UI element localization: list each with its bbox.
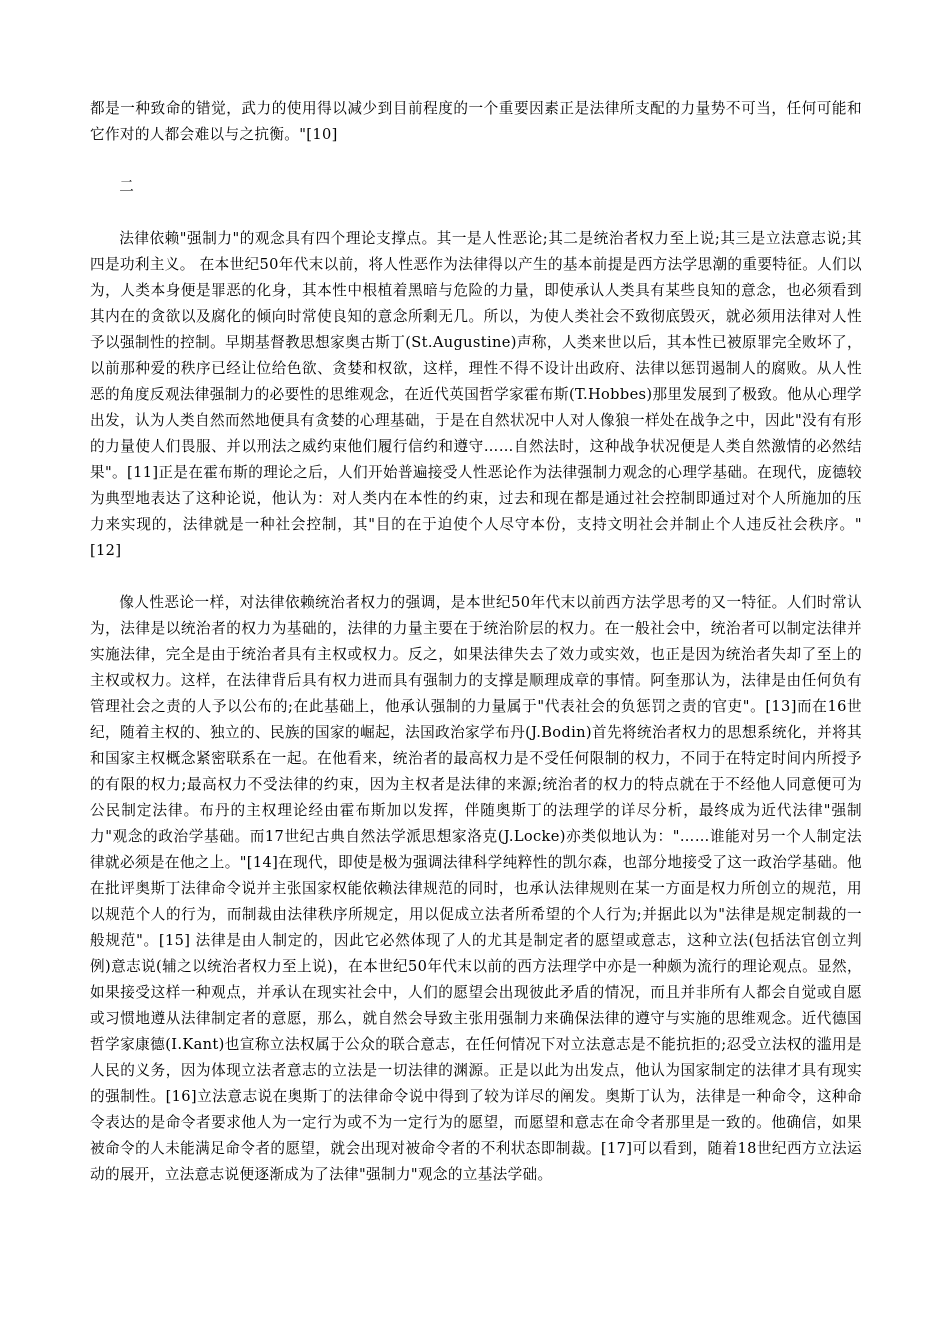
intro-paragraph: 都是一种致命的错觉，武力的使用得以减少到目前程度的一个重要因素正是法律所支配的力量势不可当，任何可能和它作对的人都会难以与之抗衡。"[10] xyxy=(90,100,862,143)
document-page xyxy=(90,96,862,1188)
section-heading: 二 xyxy=(119,178,135,195)
paragraph-gap xyxy=(90,200,862,226)
paragraph-gap xyxy=(90,148,862,174)
body-paragraph-2: 像人性恶论一样，对法律依赖统治者权力的强调，是本世纪50年代末以前西方法学思考的又一特征。人们时常认为，法律是以统治者的权力为基础的，法律的力量主要在于统治阶层的权力。在一般社会中，统治者可以制定法律并实施法律，完全是由于统治者具有主权或权力。反之，如果法律失去了效力或实效，也正是因为统治者失却了至上的主权或权力。这样，在法律背后具有权力进而具有强制力的支撑是顺理成章的事情。阿奎那认为，法律是由任何负有管理社会之责的人予以公布的;在此基础上，他承认强制的力量属于"代表社会的负惩罚之责的官吏"。[13]而在16世纪，随着主权的、独立的、民族的国家的崛起，法国政治家学布丹(J.Bodin)首先将统治者权力的思想系统化，并将其和国家主权概念紧密联系在一起。在他看来，统治者的最高权力是不受任何限制的权力，不同于在特定时间内所授予的有限的权力;最高权力不受法律的约束，因为主权者是法律的来源;统治者的权力的特点就在于不经他人同意便可为公民制定法律。布丹的主权理论经由霍布斯加以发挥，伴随奥斯丁的法理学的详尽分析，最终成为近代法律"强制力"观念的政治学基础。而17世纪古典自然法学派思想家洛克(J.Locke)亦类似地认为："……谁能对另一个人制定法律就必须是在他之上。"[14]在现代，即使是极为强调法律科学纯粹性的凯尔森，也部分地接受了这一政治学基础。他在批评奥斯丁法律命令说并主张国家权能依赖法律规范的同时，也承认法律规则在某一方面是权力所创立的规范，用以规范个人的行为，而制裁由法律秩序所规定，用以促成立法者所希望的个人行为;并据此以为"法律是规定制裁的一般规范"。[15] 法律是由人制定的，因此它必然体现了人的尤其是制定者的愿望或意志，这种立法(包括法官创立判例)意志说(辅之以统治者权力至上说)，在本世纪50年代末以前的西方法理学中亦是一种颇为流行的理论观点。显然，如果接受这样一种观点，并承认在现实社会中，人们的愿望会出现彼此矛盾的情况，而且并非所有人都会自觉或自愿或习惯地遵从法律制定者的意愿，那么，就自然会导致主张用强制力来确保法律的遵守与实施的思维观念。近代德国哲学家康德(I.Kant)也宣称立法权属于公众的联合意志，在任何情况下对立法意志是不能抗拒的;忍受立法权的滥用是人民的义务，因为体现立法者意志的立法是一切法律的渊源。正是以此为出发点，他认为国家制定的法律才具有现实的强制性。[16]立法意志说在奥斯丁的法律命令说中得到了较为详尽的阐发。奥斯丁认为，法律是一种命令，这种命令表达的是命令者要求他人为一定行为或不为一定行为的愿望，而愿望和意志在命令者那里是一致的。他确信，如果被命令的人未能满足命令者的愿望，就会出现对被命令者的不利状态即制裁。[17]可以看到，随着18世纪西方立法运动的展开，立法意志说便逐渐成为了法律"强制力"观念的立基法学础。 xyxy=(90,594,862,1183)
paragraph-gap xyxy=(90,564,862,590)
body-paragraph-1: 法律依赖"强制力"的观念具有四个理论支撑点。其一是人性恶论;其二是统治者权力至上说;其三是立法意志说;其四是功利主义。 在本世纪50年代末以前，将人性恶作为法律得以产生的基本前提是西方法学思潮的重要特征。人们以为，人类本身便是罪恶的化身，其本性中根植着黑暗与危险的力量，即使承认人类具有某些良知的意念，也必须看到其内在的贪欲以及腐化的倾向时常使良知的意念所剩无几。所以，为使人类社会不致彻底毁灭，就必须用法律对人性予以强制性的控制。早期基督教思想家奥古斯丁(St.Augustine)声称，人类来世以后，其本性已被原罪完全败坏了，以前那种爱的秩序已经让位给色欲、贪婪和权欲，这样，理性不得不设计出政府、法律以惩罚遏制人的腐败。从人性恶的角度反观法律强制力的必要性的思维观念，在近代英国哲学家霍布斯(T.Hobbes)那里发展到了极致。他从心理学出发，认为人类自然而然地便具有贪婪的心理基础，于是在自然状况中人对人像狼一样处在战争之中，因此"没有有形的力量使人们畏服、并以刑法之威约束他们履行信约和遵守……自然法时，这种战争状况便是人类自然激情的必然结果"。[11]正是在霍布斯的理论之后，人们开始普遍接受人性恶论作为法律强制力观念的心理学基础。在现代，庞德较为典型地表达了这种论说，他认为：对人类内在本性的约束，过去和现在都是通过社会控制即通过对个人所施加的压力来实现的，法律就是一种社会控制，其"目的在于迫使个人尽守本份，支持文明社会并制止个人违反社会秩序。"[12] xyxy=(90,230,862,559)
